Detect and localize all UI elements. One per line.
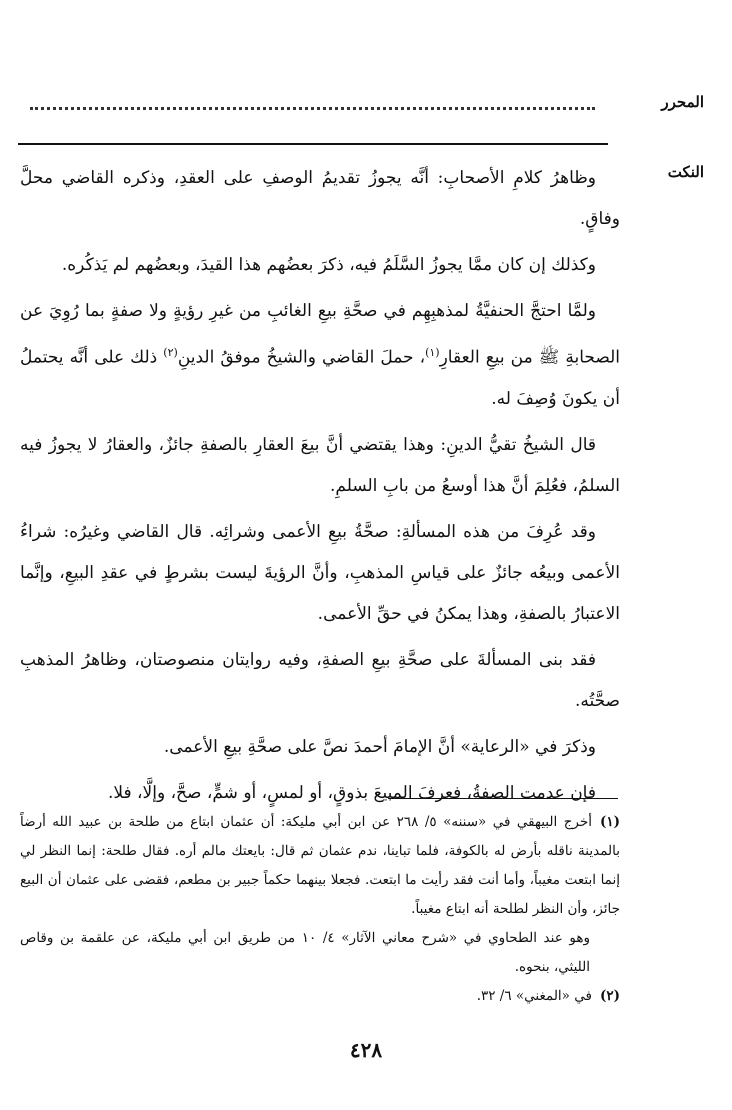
paragraph: وظاهرُ كلامِ الأصحابِ: أنَّه يجوزُ تقديمُ الوصفِ على العقدِ، وذكره القاضي محلَّ وفاقٍ. — [20, 168, 620, 229]
footnote-ref-2: (٢) — [163, 346, 178, 359]
paragraph-part: ولمَّا احتجَّ الحنفيَّةُ لمذهبِهِم في صحَّةِ بيعِ الغائبِ من غيرِ رؤيةٍ ولا صفةٍ بما رُوِيَ عن الصحابةِ ﷺ من بيعِ العقارِ — [20, 301, 620, 368]
footnote-separator — [388, 798, 618, 799]
running-header-title: المحرر — [661, 93, 704, 111]
paragraph-part: ذلك على أنَّه يحتملُ أن يكونَ وُصِفَ له. — [20, 347, 620, 409]
paragraph: فإن عدمت الصفةُ، فعرفَ المبيعَ بذوقٍ، أو لمسٍ، أو شمٍّ، صحَّ، وإلَّا، فلا. — [107, 782, 596, 803]
footnote-1-text: أخرج البيهقي في «سننه» ٥/ ٢٦٨ عن ابن أبي مليكة: أن عثمان ابتاع من طلحة بن عبيد الله أرضاً بالمدينة ناقله بأرض له بالكوفة، فلما تباينا، ندم عثمان ثم قال: بايعتك مالم أره. فقال طلحة: إنما النظر لي إنما ابتعت مغيباً، وأما أنت فقد رأيت ما ابتعت. فجعلا بينهما حكماً جبير بن مطعم، فقضى على عثمان أن البيع جائز، وأن النظر لطلحة أنه ابتاع مغيباً. — [20, 814, 620, 917]
footnote-2 — [20, 982, 620, 1011]
footnote-1-number: (١) — [599, 814, 621, 830]
main-text — [20, 158, 620, 819]
footnote-2-text: في «المغني» ٦/ ٣٢. — [476, 988, 592, 1004]
page-number: ٤٢٨ — [349, 1038, 383, 1062]
paragraph: قال الشيخُ تقيُّ الدينِ: وهذا يقتضي أنَّ بيعَ العقارِ بالصفةِ جائزٌ، والعقارُ لا يجوزُ فيه السلمُ، فعُلِمَ أنَّ هذا أوسعُ من بابِ السلمِ. — [20, 434, 620, 496]
footnote-2-number: (٢) — [599, 988, 620, 1004]
paragraph-part: ، حملَ القاضي والشيخُ موفقُ الدينِ — [177, 347, 426, 368]
footnote-1 — [20, 808, 620, 924]
footnote-1-continuation: وهو عند الطحاوي في «شرح معاني الآثار» ٤/ ١٠ من طريق ابن أبي مليكة، عن علقمة بن وقاص الليثي، بنحوه. — [20, 930, 590, 975]
footnotes — [20, 808, 620, 1011]
paragraph: فقد بنى المسألةَ على صحَّةِ بيعِ الصفةِ، وفيه روايتان منصوصتان، وظاهرُ المذهبِ صحَّتُه. — [20, 649, 620, 711]
paragraph: وقد عُرِفَ من هذه المسألةِ: صحَّةُ بيعِ الأعمى وشرائِه. قال القاضي وغيرُه: شراءُ الأعمى وبيعُه جائزٌ على قياسِ المذهبِ، وأنَّ الرؤيةَ ليست بشرطٍ في عقدِ البيعِ، وإنَّما الاعتبارُ بالصفةِ، وهذا يمكنُ في حقِّ الأعمى. — [20, 521, 620, 624]
paragraph-with-notes — [20, 291, 620, 420]
paragraph: وكذلك إن كان ممَّا يجوزُ السَّلَمُ فيه، ذكرَ بعضُهم هذا القيدَ، وبعضُهم لم يَذكُره. — [61, 255, 596, 275]
header-rule — [18, 143, 608, 145]
paragraph: وذكرَ في «الرعاية» أنَّ الإمامَ أحمدَ نصَّ على صحَّةِ بيعِ الأعمى. — [163, 736, 596, 757]
footnote-ref-1: (١) — [425, 346, 440, 359]
header-dotted-leader — [30, 93, 595, 110]
section-margin-label: النكت — [667, 163, 704, 181]
